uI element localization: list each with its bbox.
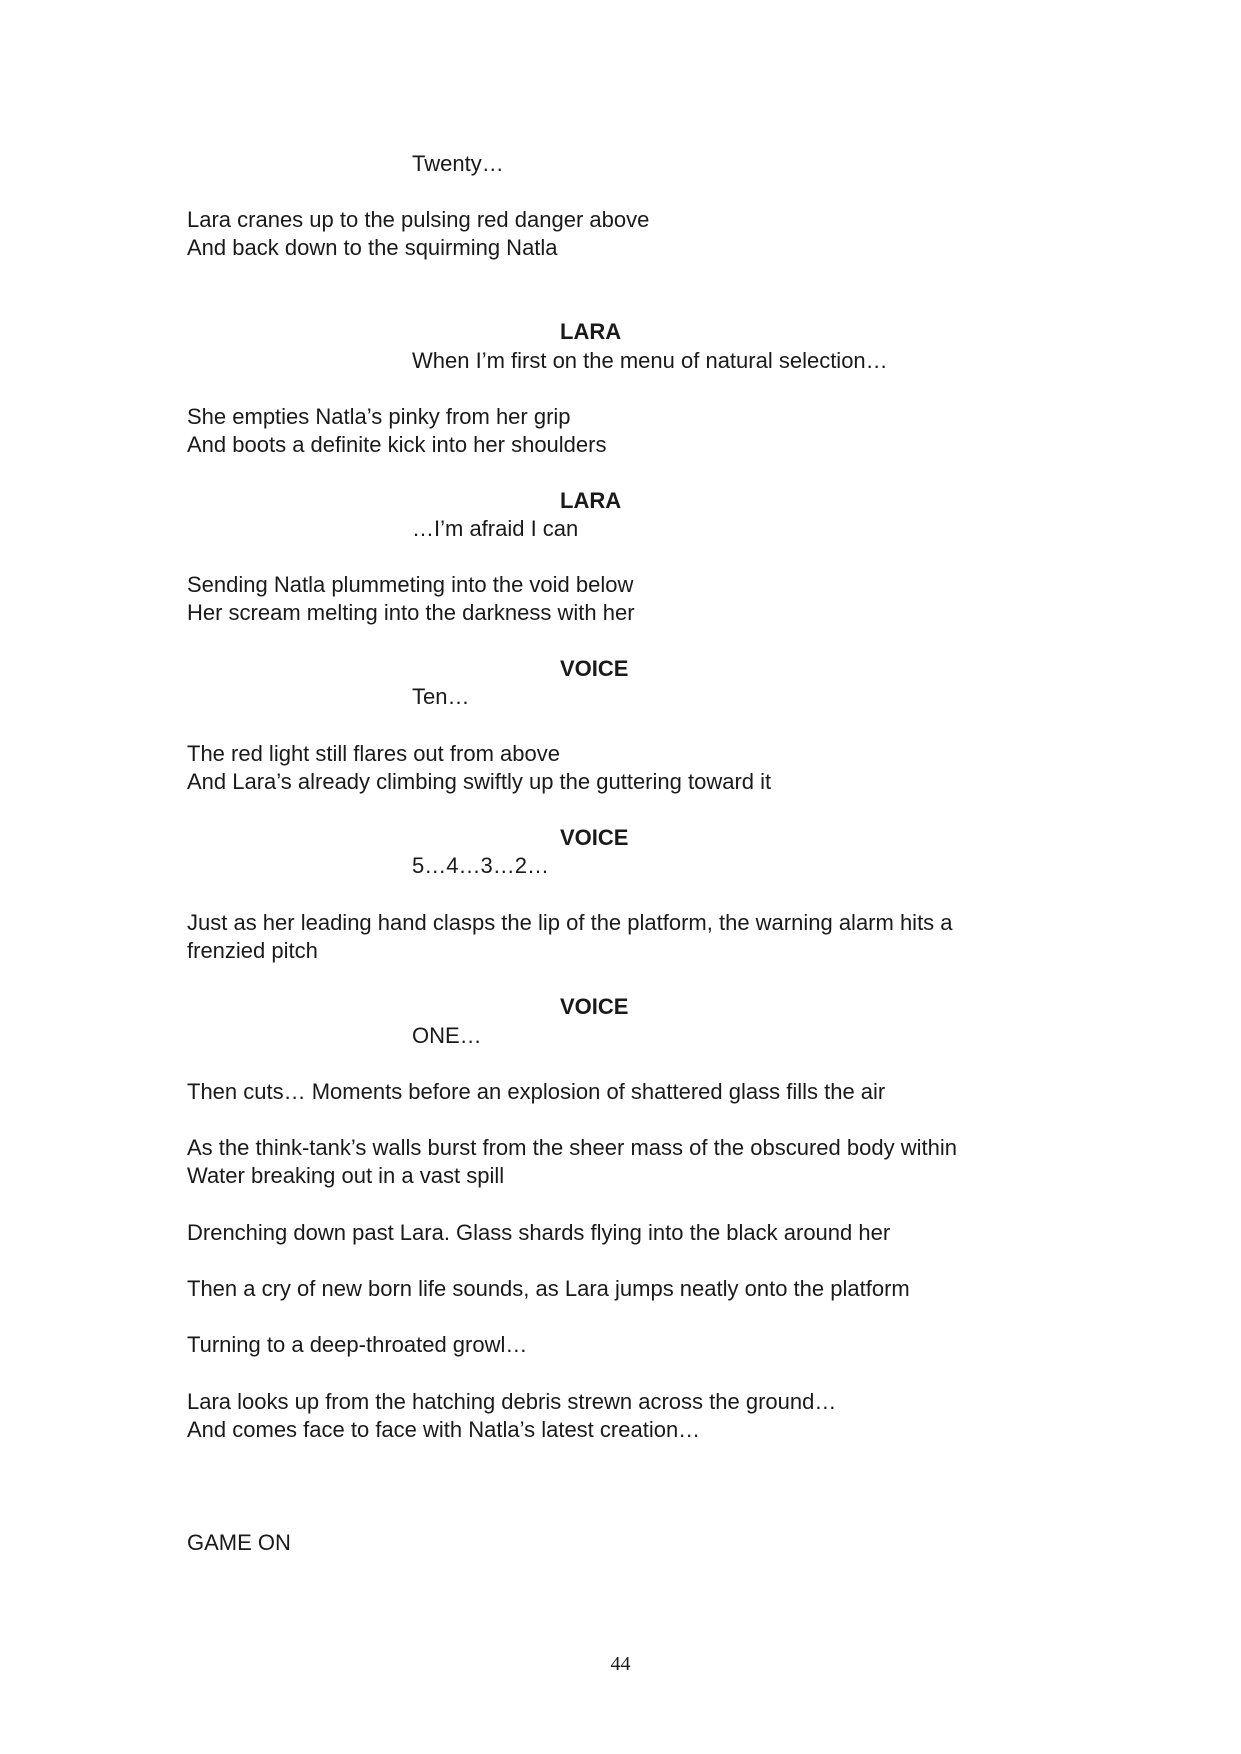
dialogue-line: When I’m first on the menu of natural selection… — [412, 348, 888, 373]
action-line: And comes face to face with Natla’s latest creation… — [187, 1417, 701, 1442]
dialogue-line: 5…4…3…2… — [412, 853, 549, 878]
action-line: Then cuts… Moments before an explosion of shattered glass fills the air — [187, 1079, 886, 1104]
character-name: VOICE — [560, 825, 629, 850]
action-line: The red light still flares out from above — [187, 741, 560, 766]
action-line: Just as her leading hand clasps the lip of the platform, the warning alarm hits a — [187, 910, 953, 935]
action-line: And boots a definite kick into her shoulders — [187, 432, 607, 457]
character-name: LARA — [560, 488, 622, 513]
action-line: frenzied pitch — [187, 938, 318, 963]
action-line: As the think-tank’s walls burst from the sheer mass of the obscured body within — [187, 1135, 957, 1160]
action-line: Lara cranes up to the pulsing red danger above — [187, 207, 650, 232]
action-line: Lara looks up from the hatching debris strewn across the ground… — [187, 1389, 837, 1414]
action-line: Then a cry of new born life sounds, as Lara jumps neatly onto the platform — [187, 1276, 910, 1301]
action-line: Turning to a deep-throated growl… — [187, 1332, 528, 1357]
character-name: VOICE — [560, 994, 629, 1019]
dialogue-line: ONE… — [412, 1023, 482, 1048]
action-line: Drenching down past Lara. Glass shards flying into the black around her — [187, 1220, 891, 1245]
character-name: VOICE — [560, 656, 629, 681]
dialogue-line: Ten… — [412, 684, 470, 709]
action-line: Sending Natla plummeting into the void below — [187, 572, 634, 597]
closing-line: GAME ON — [187, 1530, 291, 1555]
action-line: Water breaking out in a vast spill — [187, 1163, 505, 1188]
character-name: LARA — [560, 319, 622, 344]
dialogue-line: …I’m afraid I can — [412, 516, 579, 541]
action-line: And back down to the squirming Natla — [187, 235, 558, 260]
action-line: Her scream melting into the darkness with her — [187, 600, 635, 625]
dialogue-line: Twenty… — [412, 151, 504, 176]
action-line: She empties Natla’s pinky from her grip — [187, 404, 571, 429]
page-number: 44 — [610, 1653, 631, 1675]
action-line: And Lara’s already climbing swiftly up the guttering toward it — [187, 769, 772, 794]
